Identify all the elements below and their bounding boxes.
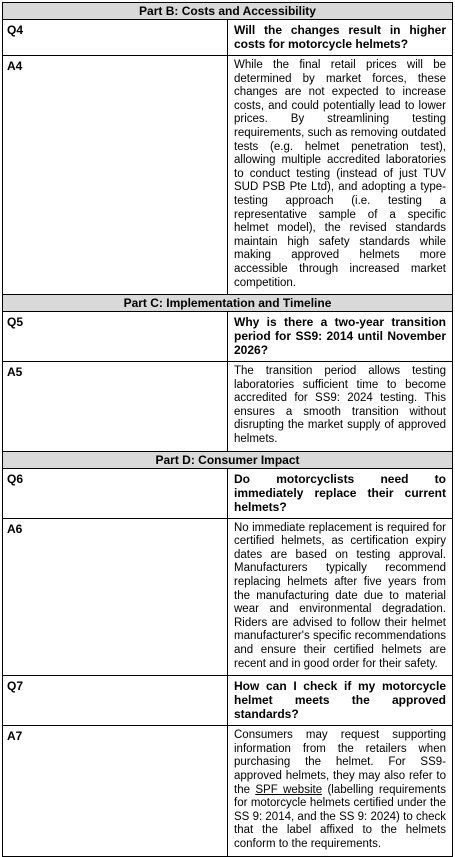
question-row [3,20,453,56]
section-header-part-c: Part C: Implementation and Timeline [3,295,453,312]
answer-row [3,56,453,295]
answer-row [3,362,453,452]
answer-row [3,726,453,856]
question-id: Q6 [3,468,228,518]
answer-id: A7 [3,726,228,856]
question-text: Why is there a two-year transition period for SS9: 2014 until November 2026? [228,312,453,362]
question-text: How can I check if my motorcycle helmet meets the approved standards? [228,676,453,726]
answer-text [228,726,453,856]
question-text: Do motorcyclists need to immediately replace their current helmets? [228,468,453,518]
question-row [3,468,453,518]
spf-website-link[interactable]: SPF website [255,783,323,796]
question-id: Q4 [3,20,228,56]
faq-table [2,2,453,857]
section-header-row [3,451,453,468]
answer-id: A4 [3,56,228,295]
question-text: Will the changes result in higher costs for motorcycle helmets? [228,20,453,56]
answer-text: The transition period allows testing laboratories sufficient time to become accredited for SS9: 2024 testing. This ensures a smooth transition without disrupting the market supply of approved helmets. [228,362,453,452]
answer-text-after: (labelling requirements for motorcycle helmets certified under the SS 9: 2014, and the SS 9: 2024) to check that the label affixed to the helmets conform to the requirements. [234,783,446,850]
section-header-row [3,295,453,312]
answer-row [3,518,453,676]
question-id: Q5 [3,312,228,362]
faq-document [2,2,453,857]
answer-text: No immediate replacement is required for certified helmets, as certification expiry dates are based on testing approval. Manufacturers typically recommend replacing helmets after five years from the manufacturing date due to material wear and environmental degradation. Riders are advised to follow their helmet manufacturer's specific recommendations and ensure their certified helmets are recent and in good order for their safety. [228,518,453,676]
section-header-part-d: Part D: Consumer Impact [3,451,453,468]
question-row [3,312,453,362]
section-header-row [3,3,453,20]
answer-text-before: Consumers may request supporting information from the retailers when purchasing the helmet. For SS9-approved helmets, they may also refer to the [234,729,446,796]
answer-id: A5 [3,362,228,452]
section-header-part-b: Part B: Costs and Accessibility [3,3,453,20]
question-row [3,676,453,726]
answer-id: A6 [3,518,228,676]
answer-text: While the final retail prices will be determined by market forces, these changes are not expected to increase costs, and could potentially lead to lower prices. By streamlining testing requirements, such as removing outdated tests (e.g. helmet penetration test), allowing multiple accredited laboratories to conduct testing (instead of just TUV SUD PSB Pte Ltd), and adopting a type-testing approach (i.e. testing a representative sample of a specific helmet model), the revised standards maintain high safety standards while making approved helmets more accessible through increased market competition. [228,56,453,295]
question-id: Q7 [3,676,228,726]
